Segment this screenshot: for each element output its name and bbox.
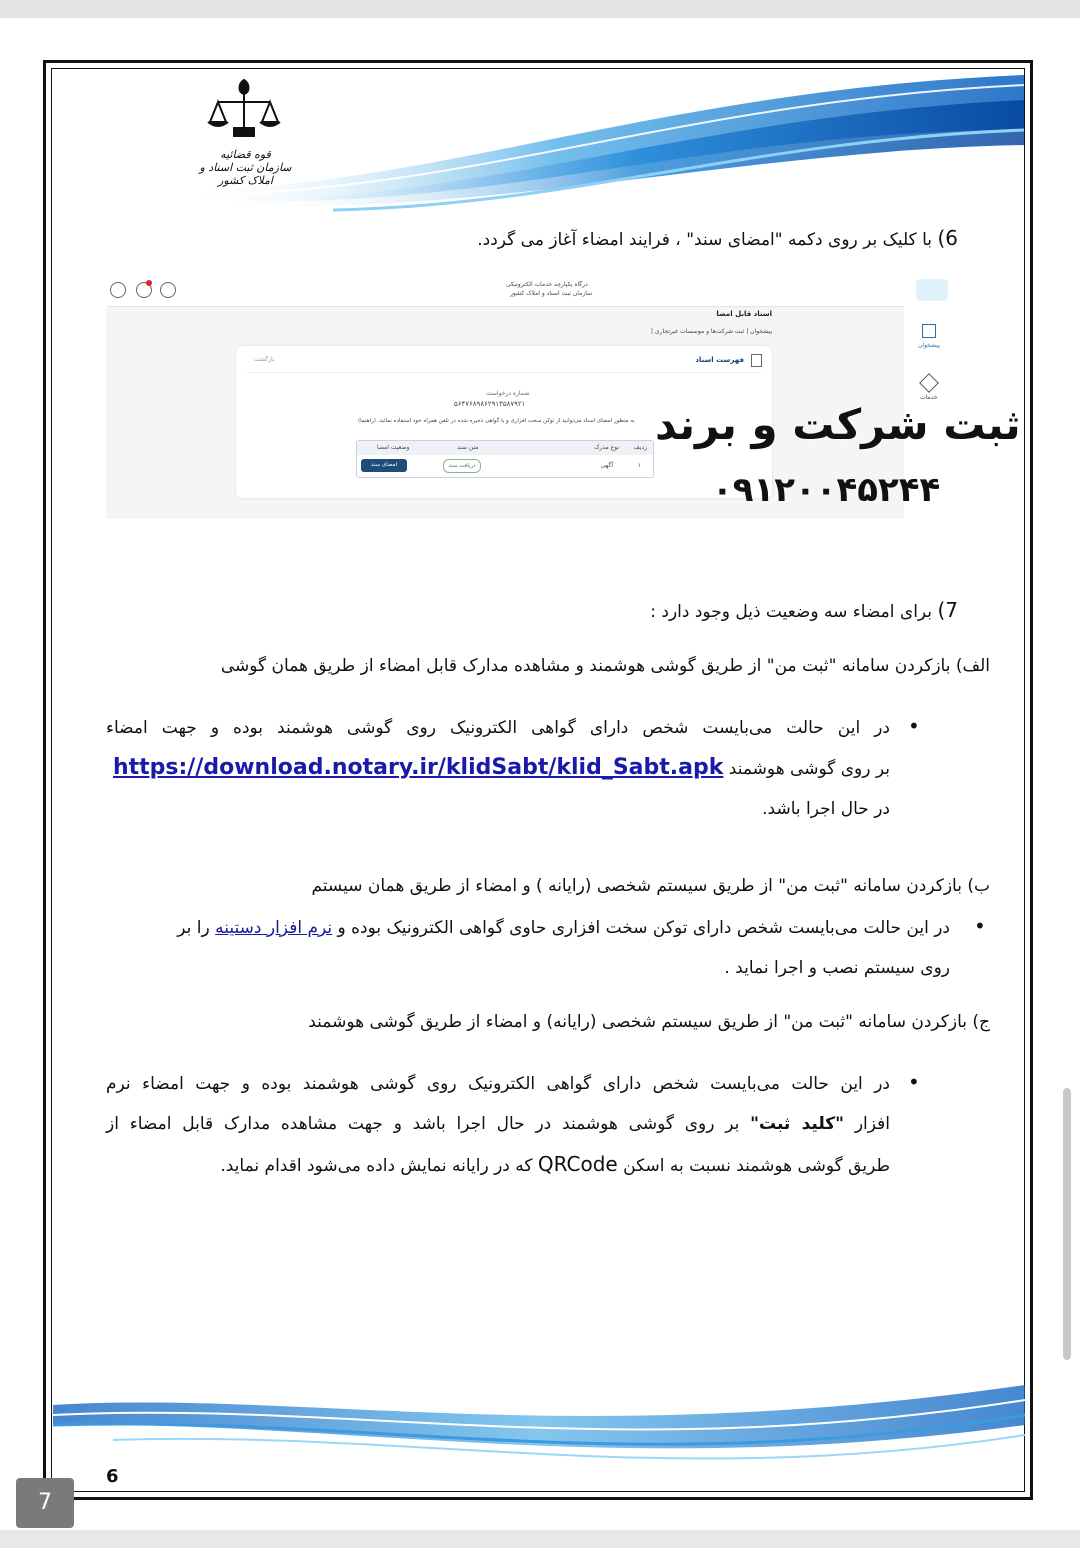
case-b-bullet: در این حالت می‌بایست شخص دارای توکن سخت افزاری حاوی گواهی الکترونیک بوده و نرم افزار دستینه را بر روی سیستم نصب و اجرا نماید . xyxy=(177,918,950,978)
step-7: 7) برای امضاء سه وضعیت ذیل وجود دارد : xyxy=(650,598,958,622)
portal-logo-icon xyxy=(916,279,948,301)
step-6: 6) با کلیک بر روی دکمه "امضای سند" ، فرایند امضاء آغاز می گردد. xyxy=(477,226,958,250)
viewer-page-indicator[interactable]: 7 xyxy=(16,1478,74,1528)
documents-table: ردیف نوع مدرک متن سند وضعیت امضا ۱ آگهی دریافت سند امضای سند xyxy=(356,440,654,478)
scrollbar[interactable] xyxy=(1063,1088,1071,1360)
case-b-heading: ب) بازکردن سامانه "ثبت من" از طریق سیستم شخصی (رایانه ) و امضاء از طریق همان سیستم xyxy=(311,876,990,896)
klid-sabt-download-link[interactable]: https://download.notary.ir/klidSabt/klid_Sabt.apk xyxy=(112,755,724,780)
watermark-title: ثبت شرکت و برند xyxy=(655,400,1021,449)
case-c-heading: ج) بازکردن سامانه "ثبت من" از طریق سیستم شخصی (رایانه) و امضاء از طریق گوشی هوشمند xyxy=(308,1012,990,1032)
help-icon[interactable] xyxy=(160,282,176,298)
dastineh-software-link[interactable]: نرم افزار دستینه xyxy=(215,918,333,938)
case-a-bullet: در این حالت می‌بایست شخص دارای گواهی الکترونیک روی گوشی هوشمند بوده و جهت امضاء بر روی گوشی هوشمند https://download.notary.ir/klidSabt/klid_Sabt.apk در حال اجرا باشد. xyxy=(106,718,890,819)
case-a-bullet-icon: • xyxy=(908,714,920,738)
embedded-screenshot: درگاه یکپارچه خدمات الکترونیکی سازمان ثبت اسناد و املاک کشور پیشخوان خدمات اسناد قابل امضا پیشخوان | ثبت شرکت‌ها و موسسات غیرتجاری | فهرست اسناد بازگشت شماره درخواست ۵۶۴۷۶۸۹۸۶۲۹۱۳۵۸۷۹۲۱ به منظور امضای اسناد می‌توانید از توکن سخت افزاری و یا گواهی ذخیره شده در تلفن همراه خود استفاده نمائید. (راهنما) ردیف نوع مدرک متن سند وضعیت امضا ۱ آگهی دریافت سند امضای سند xyxy=(106,274,956,519)
case-a-heading: الف) بازکردن سامانه "ثبت من" از طریق گوشی هوشمند و مشاهده مدارک قابل امضاء از طریق همان گوشی xyxy=(220,656,990,676)
footer-wave xyxy=(53,1380,1025,1490)
portal-header: درگاه یکپارچه خدمات الکترونیکی سازمان ثبت اسناد و املاک کشور xyxy=(106,274,956,307)
portal-sidebar: پیشخوان خدمات xyxy=(904,306,956,519)
case-b-bullet-icon: • xyxy=(974,914,986,938)
document-list-icon xyxy=(751,354,762,367)
user-icon[interactable] xyxy=(110,282,126,298)
get-document-button[interactable]: دریافت سند xyxy=(443,459,481,473)
viewer-bottom-bar xyxy=(0,1530,1080,1548)
case-c-bullet: در این حالت می‌بایست شخص دارای گواهی الکترونیک روی گوشی هوشمند بوده و جهت امضاء نرم افزار "کلید ثبت" بر روی گوشی هوشمند در حال اجرا باشد و جهت مشاهده مدارک قابل امضاء از طریق گوشی هوشمند نسبت به اسکن QRCode که در رایانه نمایش داده می‌شود اقدام نماید. xyxy=(106,1074,890,1176)
case-c-bullet-icon: • xyxy=(908,1070,920,1094)
viewer-top-bar xyxy=(0,0,1080,18)
home-icon[interactable] xyxy=(922,324,936,338)
watermark-phone: ۰۹۱۲۰۰۴۵۲۴۴ xyxy=(712,470,941,510)
sign-document-button[interactable]: امضای سند xyxy=(361,459,407,472)
documents-card: فهرست اسناد بازگشت شماره درخواست ۵۶۴۷۶۸۹۸۶۲۹۱۳۵۸۷۹۲۱ به منظور امضای اسناد می‌توانید از توکن سخت افزاری و یا گواهی ذخیره شده در تلفن همراه خود استفاده نمائید. (راهنما) ردیف نوع مدرک متن سند وضعیت امضا ۱ آگهی دریافت سند امضای سند xyxy=(236,346,772,498)
notification-badge xyxy=(146,280,152,286)
logo-caption: قوه قضائیه سازمان ثبت اسناد و املاک کشور xyxy=(199,148,292,187)
page-number: 6 xyxy=(106,1466,119,1487)
services-icon[interactable] xyxy=(919,373,939,393)
